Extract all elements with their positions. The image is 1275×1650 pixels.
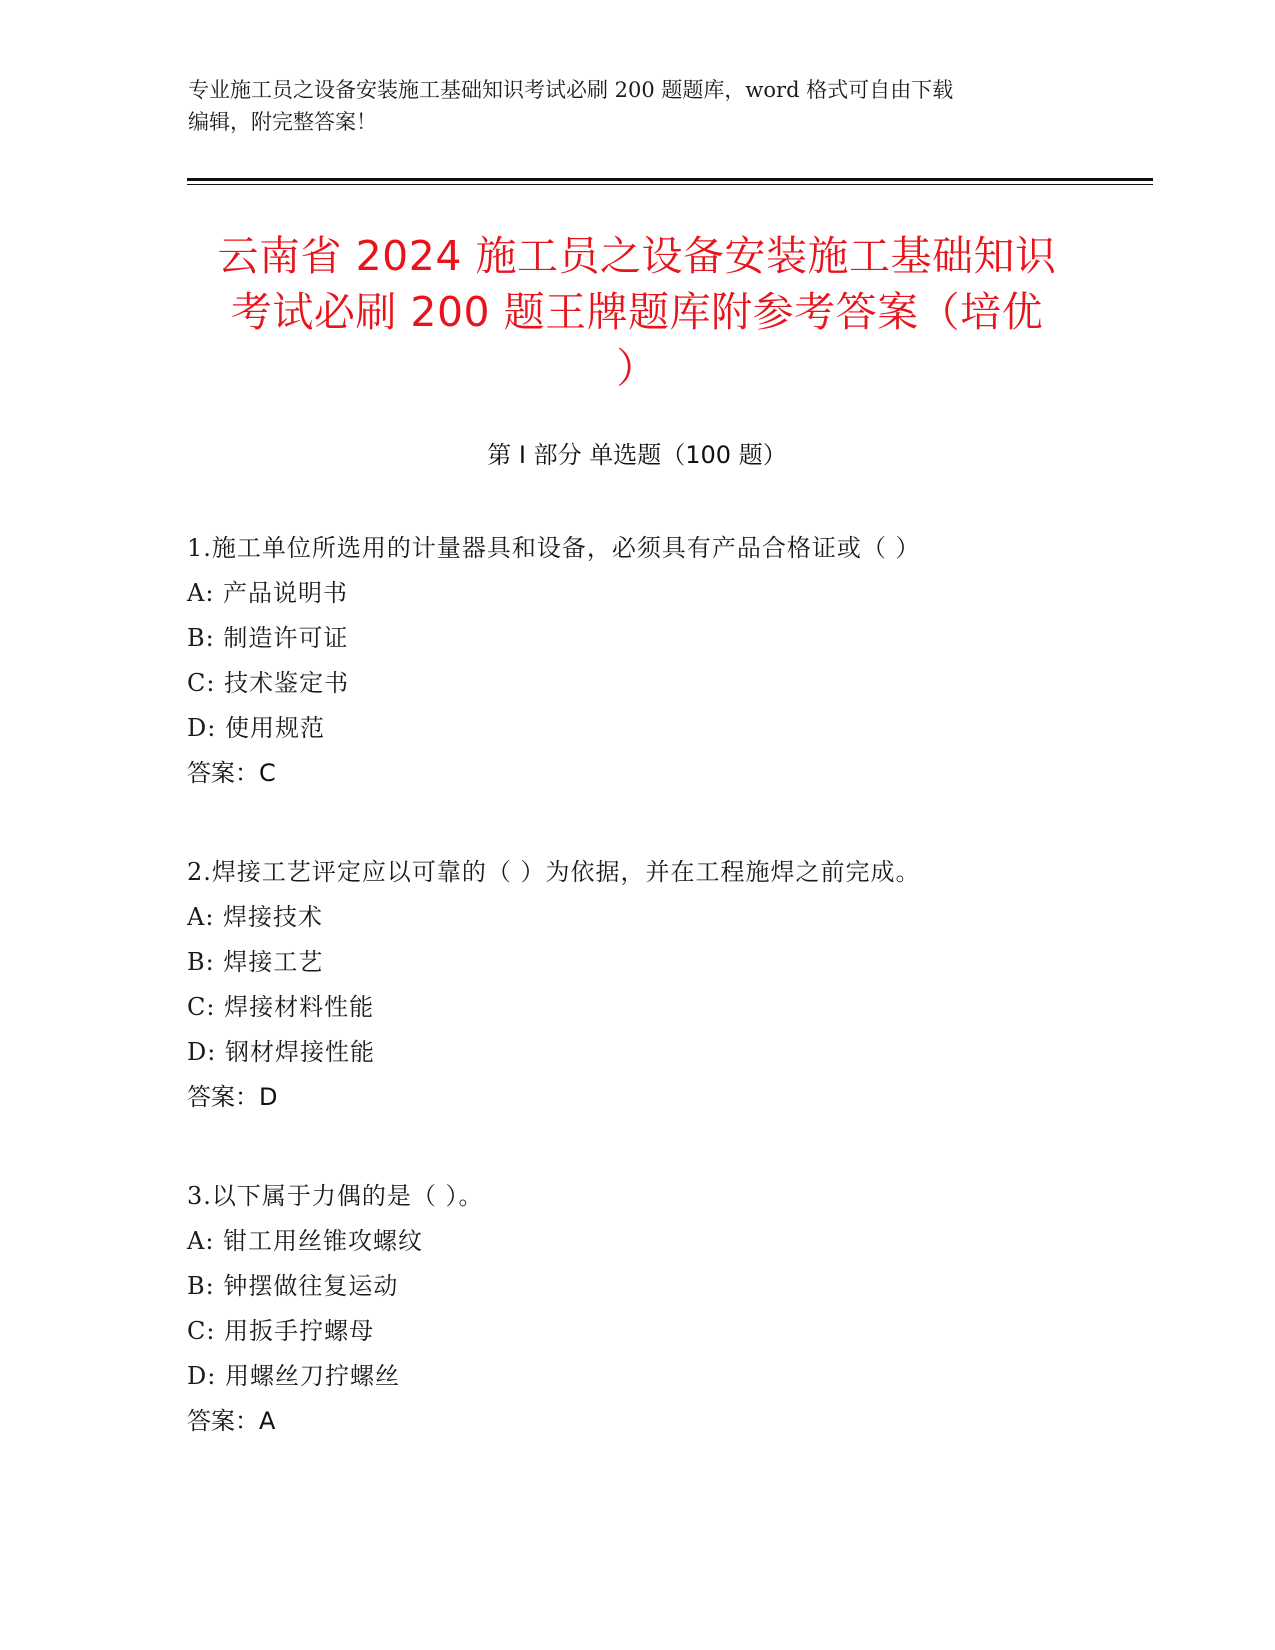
option-c: C: 焊接材料性能	[187, 993, 375, 1021]
question-stem: 2.焊接工艺评定应以可靠的（ ）为依据，并在工程施焊之前完成。	[187, 858, 921, 886]
document-title-line-3: ）	[616, 344, 658, 392]
option-b: B: 钟摆做往复运动	[187, 1272, 399, 1300]
option-d: D: 钢材焊接性能	[187, 1038, 375, 1066]
question-stem: 3.以下属于力偶的是（ ）。	[187, 1182, 484, 1210]
option-a: A: 焊接技术	[187, 903, 324, 931]
question-2	[187, 850, 1087, 1120]
header-note	[188, 74, 1088, 138]
question-3	[187, 1174, 1087, 1444]
option-d: D: 用螺丝刀拧螺丝	[187, 1362, 400, 1390]
header-divider-thick	[187, 178, 1153, 181]
option-b: B: 焊接工艺	[187, 948, 324, 976]
header-note-line-2: 编辑，附完整答案！	[188, 110, 377, 134]
option-c: C: 用扳手拧螺母	[187, 1317, 375, 1345]
question-answer: 答案：C	[187, 759, 276, 787]
option-b: B: 制造许可证	[187, 624, 349, 652]
section-title: 第 I 部分 单选题（100 题）	[487, 441, 787, 469]
option-d: D: 使用规范	[187, 714, 325, 742]
option-a: A: 钳工用丝锥攻螺纹	[187, 1227, 424, 1255]
header-divider-thin	[187, 184, 1153, 185]
question-answer: 答案：A	[187, 1407, 276, 1435]
document-title-line-2: 考试必刷 200 题王牌题库附参考答案（培优	[230, 288, 1044, 336]
question-stem: 1.施工单位所选用的计量器具和设备，必须具有产品合格证或（ ）	[187, 534, 921, 562]
option-a: A: 产品说明书	[187, 579, 349, 607]
question-1	[187, 526, 1087, 796]
document-title-line-1: 云南省 2024 施工员之设备安装施工基础知识	[217, 232, 1057, 280]
document-title	[187, 228, 1087, 396]
question-list	[187, 526, 1087, 1498]
question-answer: 答案：D	[187, 1083, 278, 1111]
header-note-line-1: 专业施工员之设备安装施工基础知识考试必刷 200 题题库，word 格式可自由下载	[188, 78, 954, 102]
option-c: C: 技术鉴定书	[187, 669, 350, 697]
